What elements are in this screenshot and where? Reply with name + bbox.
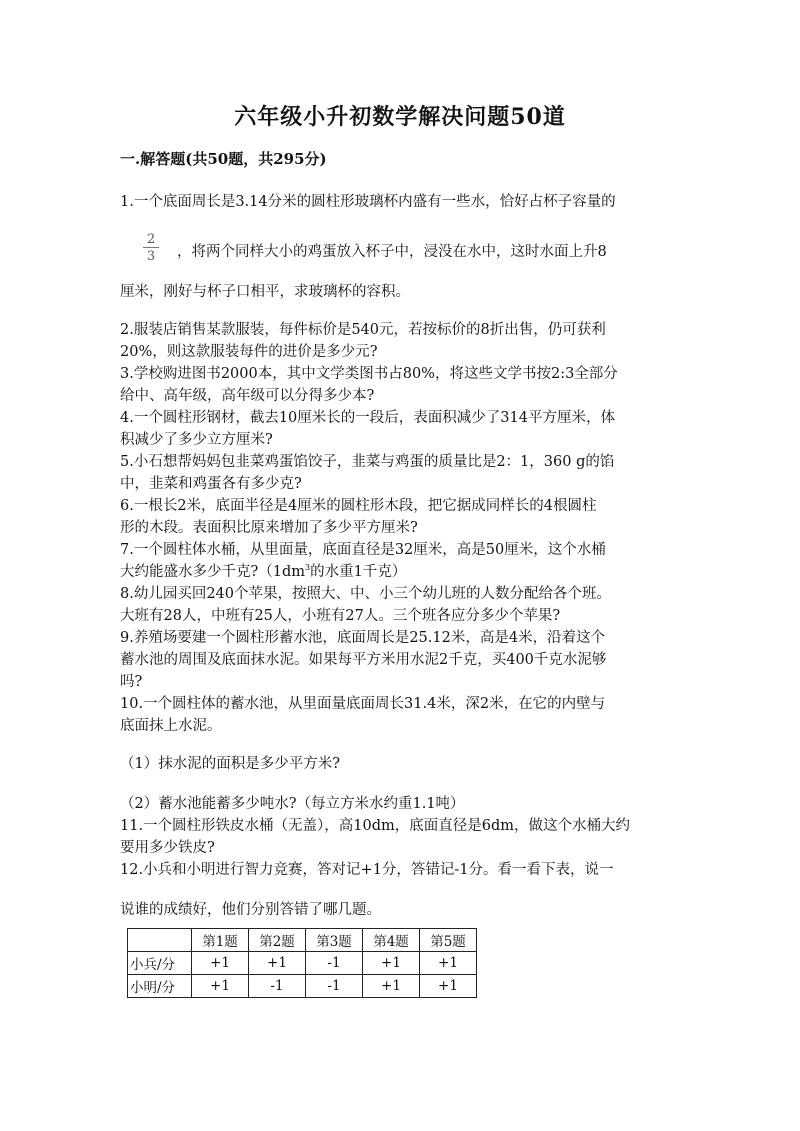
question-line: 6.一根长2米，底面半径是4厘米的圆柱形木段，把它据成同样长的4根圆柱 — [120, 498, 597, 514]
table-header-cell: 第3题 — [306, 929, 363, 952]
section-heading: 一.解答题(共50题，共295分) — [120, 150, 327, 168]
table-row — [128, 975, 477, 998]
question-line: 给中、高年级，高年级可以分得多少本? — [120, 388, 375, 404]
question-line: 4.一个圆柱形钢材，截去10厘米长的一段后，表面积减少了314平方厘米，体 — [120, 410, 615, 426]
page-title: 六年级小升初数学解决问题50道 — [234, 104, 566, 130]
table-cell: -1 — [306, 952, 363, 975]
question-line: 底面抹上水泥。 — [120, 718, 222, 734]
table-header-cell: 第2题 — [249, 929, 306, 952]
question-line: 12.小兵和小明进行智力竞赛，答对记+1分，答错记-1分。看一看下表，说一 — [120, 862, 614, 878]
table-row-label: 小明/分 — [128, 975, 192, 998]
table-header-cell: 第1题 — [192, 929, 249, 952]
fraction — [143, 233, 159, 263]
question-line: 说谁的成绩好，他们分别答错了哪几题。 — [120, 902, 381, 918]
question-line: 吗? — [120, 674, 143, 690]
table-cell: +1 — [420, 975, 477, 998]
table-cell: +1 — [363, 952, 420, 975]
q7-pre: 大约能盛水多少千克?（1dm — [120, 564, 306, 580]
q1-line3: 厘米，刚好与杯子口相平，求玻璃杯的容积。 — [120, 284, 410, 300]
question-line: 积减少了多少立方厘米? — [120, 432, 273, 448]
question-line: 2.服装店销售某款服装，每件标价是540元，若按标价的8折出售，仍可获利 — [120, 322, 606, 338]
question-line: 蓄水池的周围及底面抹水泥。如果每平方米用水泥2千克，买400千克水泥够 — [120, 652, 607, 668]
question-line: 大班有28人，中班有25人，小班有27人。三个班各应分多少个苹果? — [120, 608, 561, 624]
question-line: 11.一个圆柱形铁皮水桶（无盖），高10dm，底面直径是6dm，做这个水桶大约 — [120, 818, 631, 834]
table-cell: +1 — [420, 952, 477, 975]
question-line: 5.小石想帮妈妈包韭菜鸡蛋馅饺子，韭菜与鸡蛋的质量比是2：1，360 g的馅 — [120, 454, 615, 470]
q10-sub1: （1）抹水泥的面积是多少平方米? — [120, 756, 340, 772]
table-cell — [128, 929, 192, 952]
question-line: 7.一个圆柱体水桶，从里面量，底面直径是32厘米，高是50厘米，这个水桶 — [120, 542, 606, 558]
q1-line1: 1.一个底面周长是3.14分米的圆柱形玻璃杯内盛有一些水，恰好占杯子容量的 — [120, 194, 616, 210]
q7-superscript: 3 — [305, 563, 311, 573]
q7-post: 的水重1千克） — [310, 564, 407, 580]
question-line: 10.一个圆柱体的蓄水池，从里面量底面周长31.4米，深2米，在它的内壁与 — [120, 696, 606, 712]
fraction-numerator: 2 — [143, 233, 159, 248]
q1-line2: ，将两个同样大小的鸡蛋放入杯子中，浸没在水中，这时水面上升8 — [177, 244, 607, 260]
table-cell: -1 — [249, 975, 306, 998]
table-row — [128, 952, 477, 975]
question-line: 形的木段。表面积比原来增加了多少平方厘米? — [120, 520, 418, 536]
question-line-q7 — [120, 560, 406, 581]
score-table — [127, 928, 477, 998]
fraction-denominator: 3 — [146, 249, 156, 264]
table-cell: +1 — [192, 975, 249, 998]
table-cell: +1 — [192, 952, 249, 975]
table-cell: +1 — [363, 975, 420, 998]
table-cell: +1 — [249, 952, 306, 975]
question-line: 20%，则这款服装每件的进价是多少元? — [120, 344, 378, 360]
table-header-row — [128, 929, 477, 952]
question-line: 要用多少铁皮? — [120, 840, 215, 856]
table-cell: -1 — [306, 975, 363, 998]
question-line: 8.幼儿园买回240个苹果，按照大、中、小三个幼儿班的人数分配给各个班。 — [120, 586, 612, 602]
question-line: 9.养殖场要建一个圆柱形蓄水池，底面周长是25.12米，高是4米，沿着这个 — [120, 630, 606, 646]
question-line: 中，韭菜和鸡蛋各有多少克? — [120, 476, 302, 492]
table-header-cell: 第4题 — [363, 929, 420, 952]
table-header-cell: 第5题 — [420, 929, 477, 952]
q10-sub2: （2）蓄水池能蓄多少吨水?（每立方米水约重1.1吨） — [120, 796, 465, 812]
question-line: 3.学校购进图书2000本，其中文学类图书占80%，将这些文学书按2:3全部分 — [120, 366, 618, 382]
table-row-label: 小兵/分 — [128, 952, 192, 975]
